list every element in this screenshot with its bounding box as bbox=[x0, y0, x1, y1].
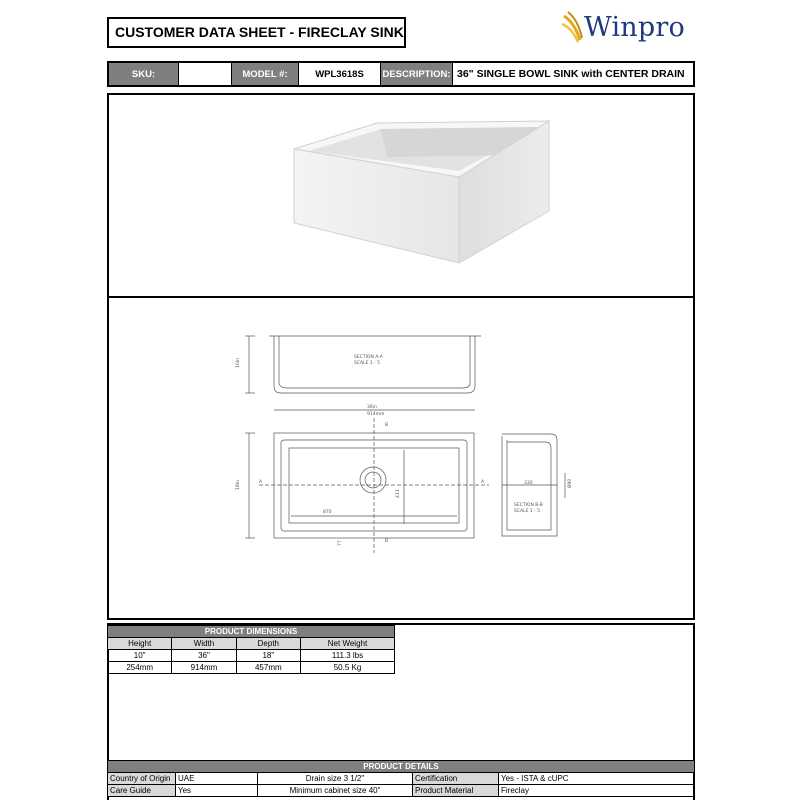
depth-in-label: 18in bbox=[236, 480, 241, 490]
brand-name: Winpro bbox=[584, 12, 685, 43]
table-cell: 50.5 Kg bbox=[300, 662, 394, 674]
section-aa-label-2: SCALE 1 : 5 bbox=[354, 361, 380, 366]
table-row bbox=[108, 785, 695, 797]
description-value: 36" SINGLE BOWL SINK with CENTER DRAIN bbox=[453, 63, 693, 85]
table-cell: Care Guide bbox=[108, 785, 176, 797]
dim-870-label: 870 bbox=[323, 510, 332, 515]
product-photo-frame bbox=[107, 93, 695, 298]
sink-photo bbox=[109, 95, 693, 296]
table-row bbox=[108, 773, 695, 785]
height-in-label: 10in bbox=[236, 358, 241, 368]
spec-bar bbox=[107, 61, 695, 87]
dim-413-label: 413 bbox=[396, 489, 401, 498]
details-title: PRODUCT DETAILS bbox=[108, 761, 695, 773]
product-details-table bbox=[107, 760, 695, 797]
product-dimensions-table bbox=[107, 625, 395, 674]
technical-drawing-frame bbox=[107, 298, 695, 620]
section-mark-left: A bbox=[259, 480, 263, 485]
table-cell: 36" bbox=[172, 650, 236, 662]
brand-logo bbox=[560, 8, 700, 52]
dim-330-label: 330 bbox=[524, 481, 533, 486]
section-mark-a-bottom: B bbox=[385, 539, 389, 544]
model-label: MODEL #: bbox=[232, 63, 299, 85]
sku-label: SKU: bbox=[109, 63, 179, 85]
section-mark-a-top: B bbox=[385, 423, 389, 428]
column-depth: Depth bbox=[236, 638, 300, 650]
section-bb-label-1: SECTION B-B bbox=[514, 503, 543, 508]
table-cell: 457mm bbox=[236, 662, 300, 674]
table-cell: 254mm bbox=[108, 662, 172, 674]
technical-drawing bbox=[109, 298, 693, 618]
model-value: WPL3618S bbox=[299, 63, 381, 85]
table-cell: Certification bbox=[413, 773, 499, 785]
sheet-title: CUSTOMER DATA SHEET - FIRECLAY SINK bbox=[107, 17, 406, 48]
table-cell: 914mm bbox=[172, 662, 236, 674]
table-cell: Yes bbox=[176, 785, 258, 797]
dimensions-title: PRODUCT DIMENSIONS bbox=[108, 626, 395, 638]
section-aa-label-1: SECTION A-A bbox=[354, 355, 383, 360]
table-cell: Product Material bbox=[413, 785, 499, 797]
table-cell: Yes - ISTA & cUPC bbox=[499, 773, 695, 785]
table-cell: Minimum cabinet size 40" bbox=[258, 785, 413, 797]
description-label: DESCRIPTION: bbox=[381, 63, 453, 85]
table-row bbox=[108, 662, 395, 674]
table-cell: 18" bbox=[236, 650, 300, 662]
section-mark-right: A bbox=[481, 480, 485, 485]
table-cell: Country of Origin bbox=[108, 773, 176, 785]
column-net-weight: Net Weight bbox=[300, 638, 394, 650]
table-row bbox=[108, 650, 395, 662]
width-in-label: 36in bbox=[367, 405, 377, 410]
width-mm-label: 914mm bbox=[367, 412, 385, 417]
dim-90-label: Ø90 bbox=[568, 478, 573, 488]
section-bb-label-2: SCALE 1 : 5 bbox=[514, 509, 540, 514]
dim-77-label: 77 bbox=[338, 540, 343, 546]
table-cell: UAE bbox=[176, 773, 258, 785]
table-cell: 10" bbox=[108, 650, 172, 662]
sku-value bbox=[179, 63, 232, 85]
column-height: Height bbox=[108, 638, 172, 650]
table-cell: Fireclay bbox=[499, 785, 695, 797]
table-cell: Drain size 3 1/2" bbox=[258, 773, 413, 785]
table-cell: 111.3 lbs bbox=[300, 650, 394, 662]
column-width: Width bbox=[172, 638, 236, 650]
